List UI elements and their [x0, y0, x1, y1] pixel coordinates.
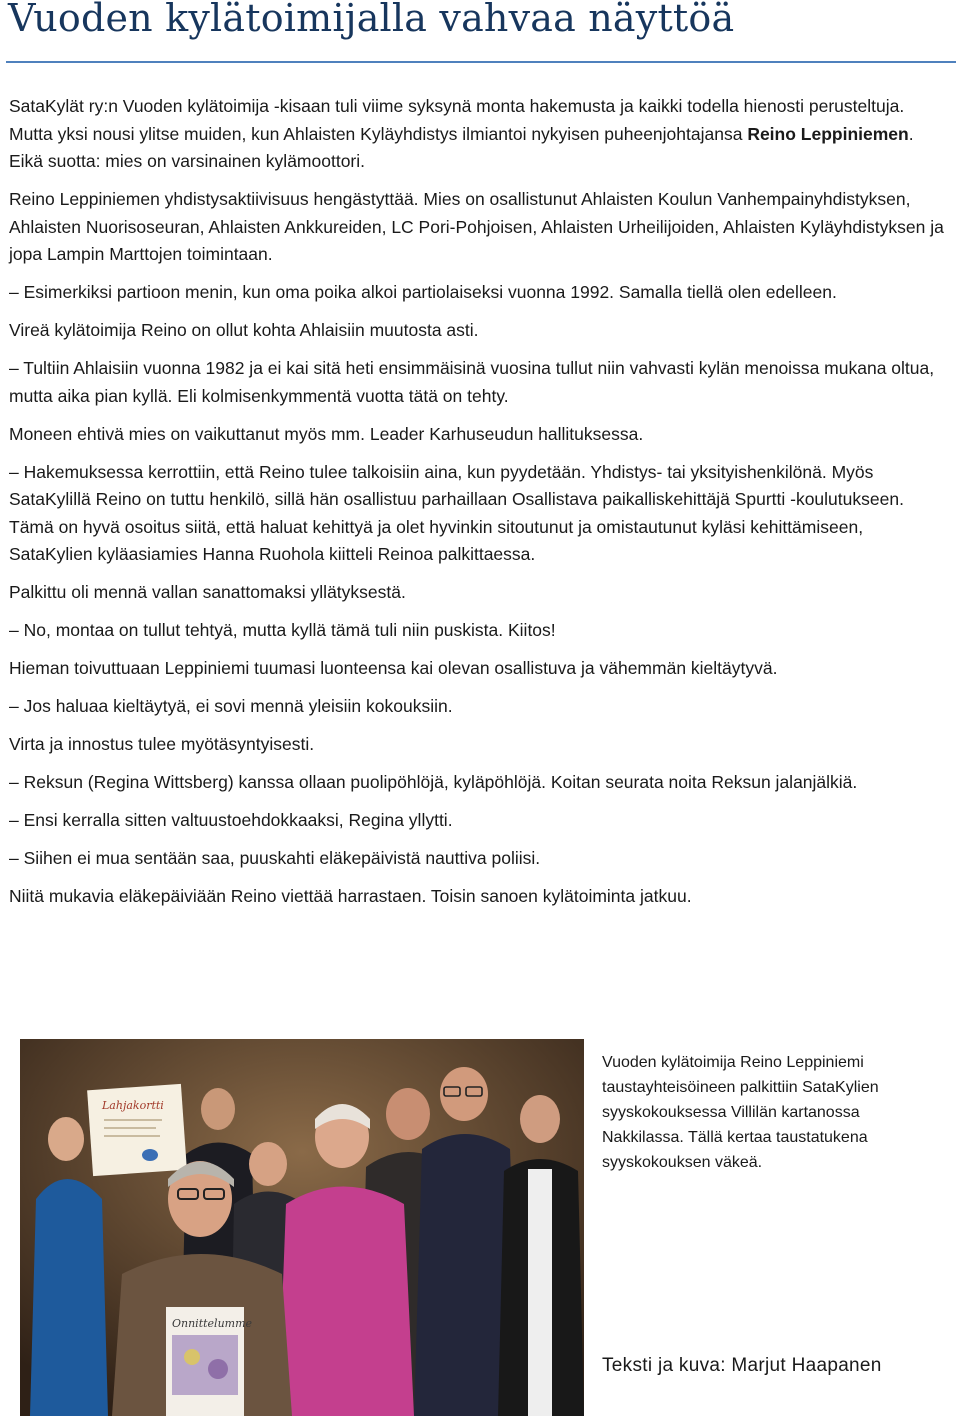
paragraph: Hieman toivuttuaan Leppiniemi tuumasi luonteensa kai olevan osallistuva ja vähemmän kieltäytyvä.: [9, 658, 778, 678]
intro-text-end: . Eikä suotta: mies on varsinainen kylämoottori.: [9, 123, 914, 171]
paragraph: Virta ja innostus tulee myötäsyntyisesti.: [9, 734, 315, 754]
article-body: [9, 93, 949, 921]
intro-text: SataKylät ry:n Vuoden kylätoimija -kisaan tuli viime syksynä monta hakemusta ja kaikki todella hienosti perusteltuja. Mutta yksi nousi ylitse muiden, kun Ahlaisten Kyläyhdistys ilmiantoi nykyisen puheenjohtajansa: [9, 96, 905, 144]
paragraph: Palkittu oli mennä vallan sanattomaksi yllätyksestä.: [9, 582, 406, 602]
paragraph: Vireä kylätoimija Reino on ollut kohta Ahlaisiin muutosta asti.: [9, 320, 479, 340]
paragraph: Moneen ehtivä mies on vaikuttanut myös mm. Leader Karhuseudun hallituksessa.: [9, 423, 644, 444]
paragraph: – Esimerkiksi partioon menin, kun oma poika alkoi partiolaiseksi vuonna 1992. Samalla tiellä olen edelleen.: [9, 282, 837, 302]
intro-paragraph: [9, 93, 949, 176]
paragraph: – Tultiin Ahlaisiin vuonna 1982 ja ei kai sitä heti ensimmäisinä vuosina tullut niin vahvasti kylän menoissa mukana oltua, mutta aika pian kyllä. Eli kolmisenkymmentä vuotta tätä on tehty.: [9, 358, 935, 406]
honoree-name: Reino Leppiniemen: [747, 123, 909, 144]
paragraph: – Ensi kerralla sitten valtuustoehdokkaaksi, Regina yllytti.: [9, 810, 453, 830]
photo-credit: Teksti ja kuva: Marjut Haapanen: [602, 1355, 882, 1376]
paragraph: – No, montaa on tullut tehtyä, mutta kyllä tämä tuli niin puskista. Kiitos!: [9, 620, 556, 640]
greeting-card: [166, 1307, 253, 1416]
card-label: Onnittelumme: [172, 1317, 253, 1330]
certificate-label: Lahjakortti: [102, 1099, 164, 1112]
certificate: [87, 1084, 187, 1176]
paragraph: – Hakemuksessa kerrottiin, että Reino tulee talkoisiin aina, kun pyydetään. Yhdistys- tai yksityishenkilönä. Myös SataKylillä Reino on tuttu henkilö, sillä hän osallistuu parhaillaan Osallistava paikalliskehittäjä Spurtti -koulutukseen. Tämä on hyvä osoitus siitä, että haluat kehittyä ja olet hyvinkin sitoutunut ja omistautunut kyläsi kehittämiseen, SataKylien kyläasiamies Hanna Ruohola kiitteli Reinoa palkittaessa.: [9, 461, 904, 564]
article-title: Vuoden kylätoimijalla vahvaa näyttöä: [8, 0, 735, 40]
photo-caption: Vuoden kylätoimija Reino Leppiniemi taustayhteisöineen palkittiin SataKylien syyskokouksessa Villilän kartanossa Nakkilassa. Tällä kertaa taustatukena syyskokouksen väkeä.: [602, 1054, 879, 1171]
paragraph: – Jos haluaa kieltäytyä, ei sovi mennä yleisiin kokouksiin.: [9, 696, 453, 716]
paragraph: – Reksun (Regina Wittsberg) kanssa ollaan puolipöhlöjä, kyläpöhlöjä. Koitan seurata noita Reksun jalanjälkiä.: [9, 772, 858, 792]
title-divider: [6, 61, 956, 63]
paragraph: Niitä mukavia eläkepäiviään Reino viettää harrastaen. Toisin sanoen kylätoiminta jatkuu.: [9, 886, 692, 906]
paragraph: – Siihen ei mua sentään saa, puuskahti eläkepäivistä nauttiva poliisi.: [9, 848, 541, 868]
group-photo: [20, 1039, 584, 1416]
paragraph: Reino Leppiniemen yhdistysaktiivisuus hengästyttää. Mies on osallistunut Ahlaisten Koulun Vanhempainyhdistyksen, Ahlaisten Nuorisoseuran, Ahlaisten Ankkureiden, LC Pori-Pohjoisen, Ahlaisten Urheilijoiden, Ahlaisten Kyläyhdistyksen ja jopa Lampin Marttojen toimintaan.: [9, 189, 944, 264]
